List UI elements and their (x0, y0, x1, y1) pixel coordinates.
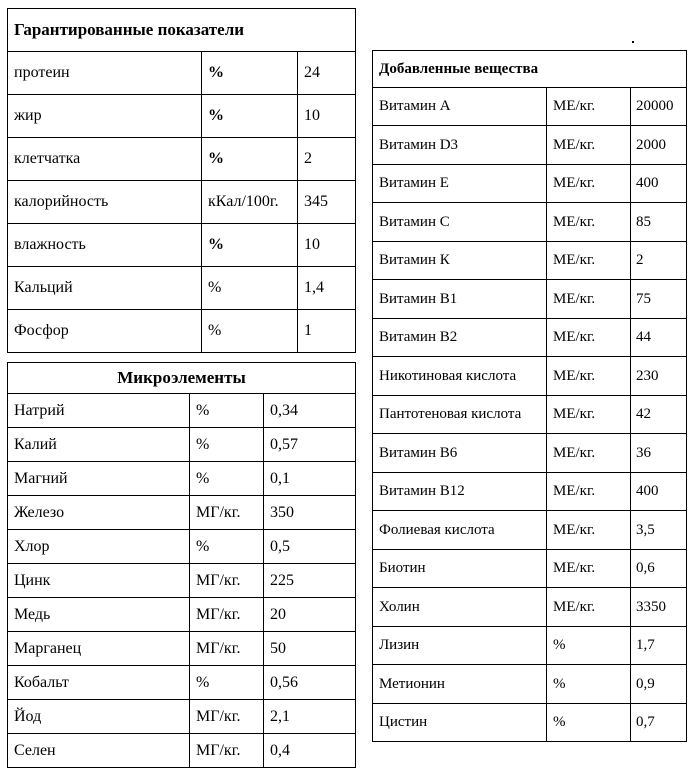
guaranteed-title: Гарантированные показатели (8, 9, 356, 52)
table-header-row (8, 363, 356, 394)
table-row (8, 138, 356, 181)
cell-unit: % (190, 666, 264, 700)
cell-name: Медь (8, 598, 190, 632)
table-row (373, 165, 687, 203)
table-header-row (8, 9, 356, 52)
table-row (8, 530, 356, 564)
cell-name: Селен (8, 734, 190, 768)
cell-unit: % (190, 428, 264, 462)
cell-name: влажность (8, 224, 202, 267)
cell-unit: % (202, 52, 298, 95)
table-row (8, 224, 356, 267)
cell-name: Витамин В2 (373, 319, 547, 357)
cell-name: Витамин В1 (373, 280, 547, 319)
cell-value: 75 (631, 280, 687, 319)
cell-unit: МЕ/кг. (547, 203, 631, 242)
cell-name: жир (8, 95, 202, 138)
microelements-table (7, 362, 356, 768)
table-row (373, 319, 687, 357)
cell-value: 44 (631, 319, 687, 357)
cell-value: 36 (631, 434, 687, 473)
cell-value: 2 (298, 138, 356, 181)
table-row (373, 588, 687, 627)
cell-value: 0,1 (264, 462, 356, 496)
table-row (373, 126, 687, 165)
cell-value: 345 (298, 181, 356, 224)
table-row (8, 181, 356, 224)
cell-value: 1,7 (631, 627, 687, 665)
table-row (373, 242, 687, 280)
cell-value: 24 (298, 52, 356, 95)
cell-unit: МЕ/кг. (547, 550, 631, 588)
cell-unit: % (190, 394, 264, 428)
cell-unit: МГ/кг. (190, 496, 264, 530)
guaranteed-table (7, 8, 356, 353)
cell-unit: % (190, 530, 264, 564)
cell-name: Марганец (8, 632, 190, 666)
cell-value: 0,6 (631, 550, 687, 588)
added-substances-table (372, 50, 687, 742)
table-row (373, 627, 687, 665)
cell-name: Витамин В12 (373, 473, 547, 511)
cell-unit: МГ/кг. (190, 700, 264, 734)
cell-value: 50 (264, 632, 356, 666)
cell-value: 20 (264, 598, 356, 632)
cell-unit: МЕ/кг. (547, 242, 631, 280)
cell-value: 3,5 (631, 511, 687, 550)
cell-unit: МЕ/кг. (547, 588, 631, 627)
table-row (8, 428, 356, 462)
cell-name: Витамин В6 (373, 434, 547, 473)
cell-value: 400 (631, 165, 687, 203)
cell-name: Натрий (8, 394, 190, 428)
cell-name: Холин (373, 588, 547, 627)
cell-name: Кобальт (8, 666, 190, 700)
table-row (8, 496, 356, 530)
table-row (373, 396, 687, 434)
cell-value: 0,5 (264, 530, 356, 564)
cell-value: 225 (264, 564, 356, 598)
cell-unit: МЕ/кг. (547, 280, 631, 319)
cell-unit: % (547, 704, 631, 742)
table-row (373, 473, 687, 511)
cell-unit: МЕ/кг. (547, 511, 631, 550)
cell-value: 2 (631, 242, 687, 280)
cell-value: 0,9 (631, 665, 687, 704)
cell-unit: % (190, 462, 264, 496)
cell-value: 1,4 (298, 267, 356, 310)
cell-name: Витамин D3 (373, 126, 547, 165)
cell-value: 0,7 (631, 704, 687, 742)
cell-value: 2,1 (264, 700, 356, 734)
cell-name: Магний (8, 462, 190, 496)
cell-name: Цинк (8, 564, 190, 598)
table-row (8, 394, 356, 428)
table-row (373, 357, 687, 396)
cell-name: Лизин (373, 627, 547, 665)
table-row (8, 52, 356, 95)
cell-unit: % (202, 310, 298, 353)
microelements-title: Микроэлементы (8, 363, 356, 394)
table-row (8, 95, 356, 138)
cell-value: 85 (631, 203, 687, 242)
cell-unit: МГ/кг. (190, 598, 264, 632)
table-row (8, 666, 356, 700)
table-row (373, 665, 687, 704)
cell-value: 10 (298, 224, 356, 267)
cell-unit: кКал/100г. (202, 181, 298, 224)
cell-unit: МЕ/кг. (547, 434, 631, 473)
cell-name: Цистин (373, 704, 547, 742)
cell-name: Калий (8, 428, 190, 462)
cell-name: Витамин К (373, 242, 547, 280)
cell-value: 20000 (631, 88, 687, 126)
table-row (8, 462, 356, 496)
cell-unit: МЕ/кг. (547, 396, 631, 434)
table-row (373, 511, 687, 550)
cell-unit: МЕ/кг. (547, 165, 631, 203)
cell-unit: МЕ/кг. (547, 473, 631, 511)
cell-name: протеин (8, 52, 202, 95)
table-row (373, 88, 687, 126)
cell-name: Метионин (373, 665, 547, 704)
table-row (8, 700, 356, 734)
cell-name: Витамин Е (373, 165, 547, 203)
cell-value: 1 (298, 310, 356, 353)
cell-unit: МГ/кг. (190, 564, 264, 598)
cell-unit: МЕ/кг. (547, 357, 631, 396)
cell-name: Биотин (373, 550, 547, 588)
cell-name: Хлор (8, 530, 190, 564)
table-row (373, 704, 687, 742)
table-header-row (373, 51, 687, 88)
table-row (373, 203, 687, 242)
cell-value: 230 (631, 357, 687, 396)
cell-unit: % (547, 665, 631, 704)
table-row (373, 280, 687, 319)
table-row (373, 434, 687, 473)
cell-value: 0,57 (264, 428, 356, 462)
cell-unit: МЕ/кг. (547, 319, 631, 357)
cell-name: Витамин А (373, 88, 547, 126)
cell-value: 400 (631, 473, 687, 511)
cell-value: 2000 (631, 126, 687, 165)
cell-unit: МЕ/кг. (547, 88, 631, 126)
cell-name: Йод (8, 700, 190, 734)
cell-unit: % (202, 224, 298, 267)
cell-unit: МЕ/кг. (547, 126, 631, 165)
cell-value: 0,56 (264, 666, 356, 700)
cell-name: Никотиновая кислота (373, 357, 547, 396)
table-row (8, 598, 356, 632)
cell-value: 0,4 (264, 734, 356, 768)
cell-value: 3350 (631, 588, 687, 627)
added-substances-title: Добавленные вещества (373, 51, 687, 88)
cell-unit: МГ/кг. (190, 734, 264, 768)
cell-unit: % (202, 95, 298, 138)
cell-value: 42 (631, 396, 687, 434)
cell-name: калорийность (8, 181, 202, 224)
cell-name: клетчатка (8, 138, 202, 181)
cell-name: Железо (8, 496, 190, 530)
cell-name: Витамин С (373, 203, 547, 242)
scan-dot (632, 41, 634, 43)
cell-unit: МГ/кг. (190, 632, 264, 666)
table-row (373, 550, 687, 588)
cell-unit: % (202, 138, 298, 181)
cell-unit: % (547, 627, 631, 665)
cell-name: Кальций (8, 267, 202, 310)
cell-unit: % (202, 267, 298, 310)
cell-value: 350 (264, 496, 356, 530)
cell-name: Фосфор (8, 310, 202, 353)
table-row (8, 564, 356, 598)
table-row (8, 267, 356, 310)
cell-value: 10 (298, 95, 356, 138)
table-row (8, 734, 356, 768)
table-row (8, 310, 356, 353)
cell-name: Пантотеновая кислота (373, 396, 547, 434)
cell-name: Фолиевая кислота (373, 511, 547, 550)
cell-value: 0,34 (264, 394, 356, 428)
table-row (8, 632, 356, 666)
